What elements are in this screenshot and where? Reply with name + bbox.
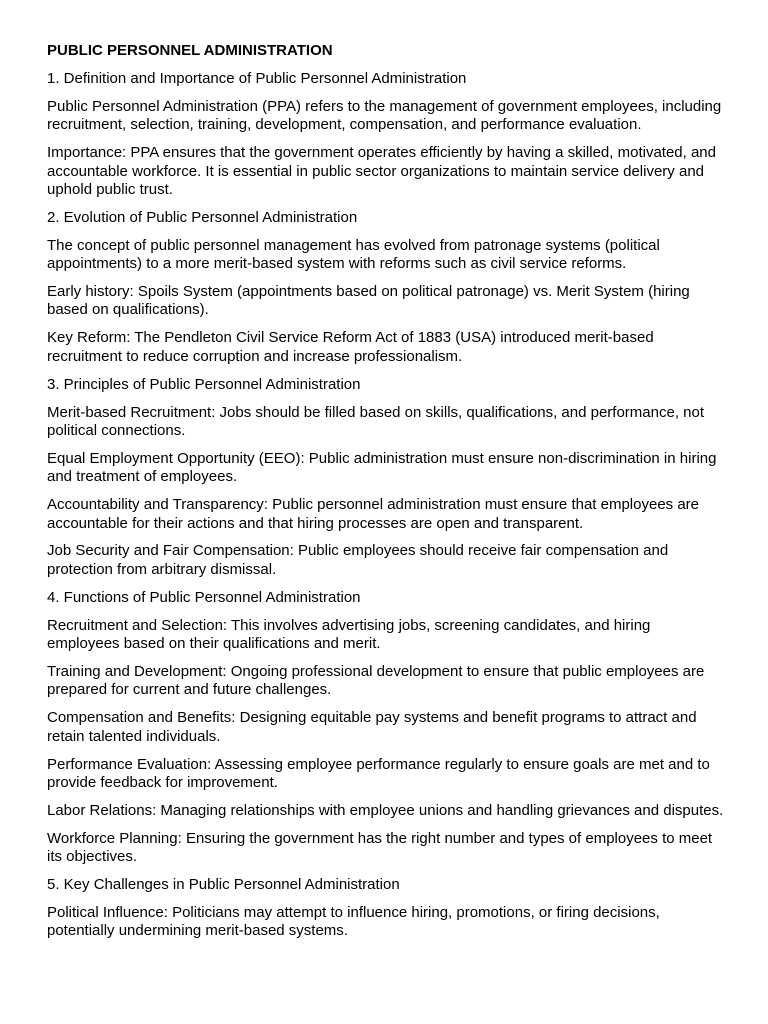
paragraph: The concept of public personnel management has evolved from patronage systems (political appointments) to a more merit-based system with reforms such as civil service reforms.	[47, 236, 660, 273]
paragraph: Performance Evaluation: Assessing employee performance regularly to ensure goals are met and to provide feedback for improvement.	[47, 755, 710, 791]
paragraph: Key Reform: The Pendleton Civil Service Reform Act of 1883 (USA) introduced merit-based recruitment to reduce corruption and increase professionalism.	[47, 329, 654, 365]
paragraph: Labor Relations: Managing relationships with employee unions and handling grievances and disputes.	[47, 801, 724, 819]
section-heading-principles: 3. Principles of Public Personnel Administration	[47, 375, 361, 393]
paragraph: Accountability and Transparency: Public personnel administration must ensure that employees are accountable for their actions and that hiring processes are open and transparent.	[47, 496, 700, 532]
section-heading-functions: 4. Functions of Public Personnel Administration	[47, 588, 361, 606]
paragraph: Workforce Planning: Ensuring the government has the right number and types of employees to meet its objectives.	[47, 829, 713, 866]
paragraph: Political Influence: Politicians may attempt to influence hiring, promotions, or firing decisions, potentially undermining merit-based systems.	[47, 904, 660, 940]
section-heading-evolution: 2. Evolution of Public Personnel Administration	[47, 208, 358, 226]
paragraph: Recruitment and Selection: This involves advertising jobs, screening candidates, and hiring employees based on their qualifications and merit.	[47, 616, 651, 653]
section-heading-challenges: 5. Key Challenges in Public Personnel Administration	[47, 876, 400, 894]
paragraph: Training and Development: Ongoing professional development to ensure that public employees are prepared for current and future challenges.	[47, 663, 705, 699]
paragraph: Early history: Spoils System (appointments based on political patronage) vs. Merit System (hiring based on qualifications).	[47, 283, 690, 319]
paragraph: Importance: PPA ensures that the government operates efficiently by having a skilled, motivated, and accountable workforce. It is essential in public sector organizations to maintain service delivery and uphold public trust.	[47, 144, 716, 198]
paragraph: Job Security and Fair Compensation: Public employees should receive fair compensation and protection from arbitrary dismissal.	[47, 542, 669, 578]
paragraph: Equal Employment Opportunity (EEO): Public administration must ensure non-discrimination in hiring and treatment of employees.	[47, 449, 717, 486]
paragraph: Merit-based Recruitment: Jobs should be filled based on skills, qualifications, and performance, not political connections.	[47, 403, 705, 439]
document-body	[47, 42, 727, 950]
document-title: PUBLIC PERSONNEL ADMINISTRATION	[47, 42, 333, 59]
paragraph: Public Personnel Administration (PPA) refers to the management of government employees, including recruitment, selection, training, development, compensation, and performance evaluation.	[47, 97, 722, 134]
paragraph: Compensation and Benefits: Designing equitable pay systems and benefit programs to attract and retain talented individuals.	[47, 709, 697, 745]
section-heading-definition: 1. Definition and Importance of Public Personnel Administration	[47, 69, 467, 87]
